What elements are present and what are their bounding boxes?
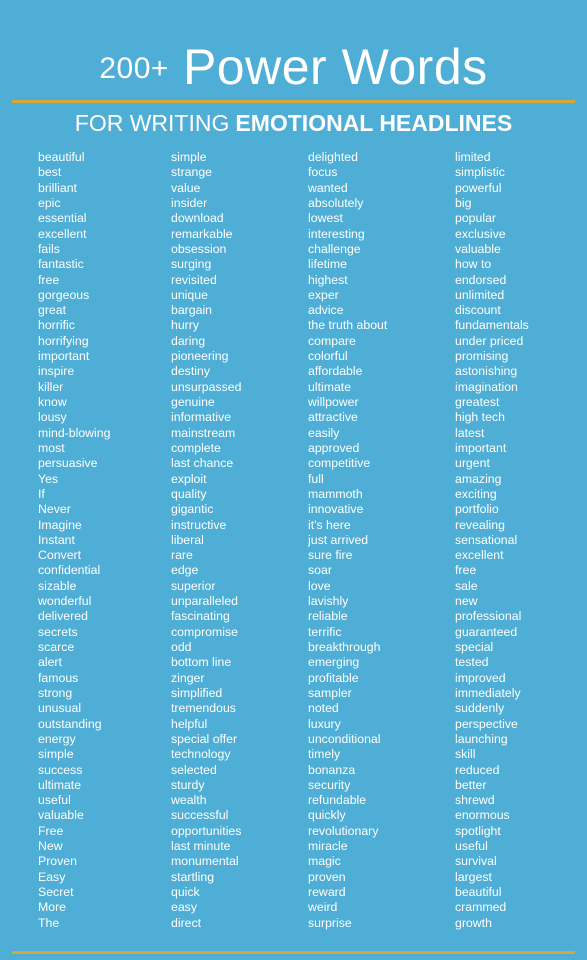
word-item: imagination xyxy=(455,379,518,394)
word-item: enormous xyxy=(455,808,510,823)
word-item: interesting xyxy=(308,226,365,241)
word-item: confidential xyxy=(38,563,101,578)
word-item: focus xyxy=(308,165,338,180)
word-item: secrets xyxy=(38,624,78,639)
word-item: competitive xyxy=(308,456,371,471)
word-item: sturdy xyxy=(171,777,205,792)
word-item: improved xyxy=(455,670,506,685)
word-item: mammoth xyxy=(308,486,363,501)
word-item: luxury xyxy=(308,716,341,731)
word-item: professional xyxy=(455,609,522,624)
word-item: wealth xyxy=(171,793,207,808)
word-item: horrifying xyxy=(38,333,89,348)
page-title xyxy=(0,38,587,96)
word-item: odd xyxy=(171,640,192,654)
word-item: revealing xyxy=(455,517,505,532)
word-item: attractive xyxy=(308,410,358,425)
word-item: unparalleled xyxy=(171,594,239,609)
word-item: affordable xyxy=(308,364,363,379)
word-item: important xyxy=(38,349,90,364)
word-item: amazing xyxy=(455,471,502,486)
word-item: profitable xyxy=(308,670,359,685)
word-item: ultimate xyxy=(308,379,352,394)
word-item: pioneering xyxy=(171,349,229,364)
word-item: Free xyxy=(38,823,64,838)
word-item: bargain xyxy=(171,303,213,318)
word-item: terrific xyxy=(308,624,342,639)
word-item: innovative xyxy=(308,502,364,517)
subtitle-regular: FOR WRITING xyxy=(74,110,230,136)
word-item: lifetime xyxy=(308,257,347,272)
word-item: zinger xyxy=(171,670,205,685)
word-item: sampler xyxy=(308,685,352,700)
word-item: success xyxy=(38,762,83,777)
word-item: outstanding xyxy=(38,716,102,731)
word-item: new xyxy=(455,594,478,609)
word-item: liberal xyxy=(171,532,204,547)
word-item: bottom line xyxy=(171,655,232,670)
word-item: just arrived xyxy=(308,532,369,547)
word-item: fascinating xyxy=(171,609,230,624)
word-item: helpful xyxy=(171,716,208,731)
word-item: proven xyxy=(308,869,346,884)
word-item: exper xyxy=(308,287,339,302)
word-item: inspire xyxy=(38,364,75,379)
word-item: strange xyxy=(171,165,213,180)
word-item: portfolio xyxy=(455,502,499,517)
word-item: fantastic xyxy=(38,257,84,272)
word-item: brilliant xyxy=(38,180,77,195)
word-item: astonishing xyxy=(455,364,518,379)
word-item: full xyxy=(308,471,324,486)
word-item: exploit xyxy=(171,471,207,486)
word-item: latest xyxy=(455,425,485,440)
word-item: willpower xyxy=(308,395,359,409)
word-item: simple xyxy=(38,747,74,762)
word-item: simplistic xyxy=(455,165,505,180)
word-item: simplified xyxy=(171,685,223,700)
word-item: fails xyxy=(38,241,60,256)
word-item: know xyxy=(38,395,67,409)
word-item: special xyxy=(455,640,494,654)
word-item: security xyxy=(308,777,351,792)
word-item: value xyxy=(171,180,201,195)
word-item: fundamentals xyxy=(455,318,529,333)
word-item: revisited xyxy=(171,272,217,287)
word-item: rare xyxy=(171,548,193,563)
word-item: informative xyxy=(171,410,232,425)
word-item: sizable xyxy=(38,578,77,593)
word-item: If xyxy=(38,486,45,501)
word-item: excellent xyxy=(38,226,87,241)
word-item: discount xyxy=(455,303,501,318)
word-item: compromise xyxy=(171,624,238,639)
word-item: refundable xyxy=(308,793,367,808)
word-item: daring xyxy=(171,333,206,348)
word-item: scarce xyxy=(38,640,75,654)
word-item: successful xyxy=(171,808,229,823)
word-item: useful xyxy=(38,793,71,808)
word-item: challenge xyxy=(308,241,361,256)
word-item: essential xyxy=(38,211,87,226)
word-item: soar xyxy=(308,563,332,578)
word-item: weird xyxy=(308,900,338,915)
word-item: surprise xyxy=(308,915,352,930)
word-item: valuable xyxy=(38,808,84,823)
word-item: edge xyxy=(171,563,199,578)
word-item: easy xyxy=(171,900,197,915)
word-item: exciting xyxy=(455,486,497,501)
word-item: valuable xyxy=(455,241,501,256)
word-item: delighted xyxy=(308,150,358,164)
word-item: mainstream xyxy=(171,425,236,440)
word-item: unsurpassed xyxy=(171,379,242,394)
word-item: beautiful xyxy=(455,885,502,899)
word-item: Secret xyxy=(38,885,74,899)
word-item: tested xyxy=(455,655,489,670)
word-item: magic xyxy=(308,854,341,869)
word-item: obsession xyxy=(171,241,227,256)
word-item: sure fire xyxy=(308,548,353,563)
word-item: most xyxy=(38,440,65,455)
word-item: tremendous xyxy=(171,701,236,716)
word-item: reward xyxy=(308,885,346,899)
word-item: the truth about xyxy=(308,318,388,333)
word-item: energy xyxy=(38,731,76,746)
word-item: hurry xyxy=(171,318,200,333)
word-item: guaranteed xyxy=(455,624,518,639)
word-item: startling xyxy=(171,869,215,884)
word-item: launching xyxy=(455,731,508,746)
word-item: Never xyxy=(38,502,71,517)
subtitle xyxy=(0,110,587,137)
word-item: promising xyxy=(455,349,509,364)
word-item: powerful xyxy=(455,180,502,195)
word-item: ultimate xyxy=(38,777,82,792)
word-item: free xyxy=(38,272,60,287)
word-item: under priced xyxy=(455,333,524,348)
word-item: strong xyxy=(38,685,73,700)
word-item: The xyxy=(38,915,60,930)
word-item: perspective xyxy=(455,716,518,731)
word-item: monumental xyxy=(171,854,239,869)
word-item: how to xyxy=(455,257,492,272)
word-item: Easy xyxy=(38,869,66,884)
word-item: lousy xyxy=(38,410,67,425)
word-item: special offer xyxy=(171,731,238,746)
word-item: download xyxy=(171,211,224,226)
word-item: lowest xyxy=(308,211,343,226)
word-item: unconditional xyxy=(308,731,381,746)
word-item: timely xyxy=(308,747,341,762)
word-item: important xyxy=(455,440,507,455)
word-item: approved xyxy=(308,440,360,455)
word-item: easily xyxy=(308,425,340,440)
word-item: it's here xyxy=(308,517,351,532)
word-item: epic xyxy=(38,195,61,210)
word-item: growth xyxy=(455,915,492,930)
word-item: Imagine xyxy=(38,517,82,532)
word-item: quick xyxy=(171,885,200,899)
word-item: better xyxy=(455,777,487,792)
word-item: remarkable xyxy=(171,226,233,241)
word-column-1 xyxy=(38,150,110,931)
word-item: spotlight xyxy=(455,823,501,838)
word-item: wonderful xyxy=(38,594,92,609)
word-item: simple xyxy=(171,150,207,164)
subtitle-bold: EMOTIONAL HEADLINES xyxy=(235,110,513,136)
word-item: colorful xyxy=(308,349,348,364)
word-column-3 xyxy=(308,150,387,931)
word-item: superior xyxy=(171,578,216,593)
word-item: shrewd xyxy=(455,793,495,808)
word-item: limited xyxy=(455,150,491,164)
word-item: beautiful xyxy=(38,150,85,164)
word-item: love xyxy=(308,578,331,593)
word-item: noted xyxy=(308,701,339,716)
word-item: Convert xyxy=(38,548,82,563)
word-column-4 xyxy=(455,150,529,931)
word-item: advice xyxy=(308,303,344,318)
word-item: useful xyxy=(455,839,488,854)
word-item: bonanza xyxy=(308,762,356,777)
word-item: alert xyxy=(38,655,62,670)
word-item: Proven xyxy=(38,854,77,869)
word-item: opportunities xyxy=(171,823,242,838)
word-item: technology xyxy=(171,747,231,762)
word-item: suddenly xyxy=(455,701,505,716)
word-item: popular xyxy=(455,211,497,226)
word-item: reliable xyxy=(308,609,348,624)
word-item: crammed xyxy=(455,900,507,915)
word-item: horrific xyxy=(38,318,75,333)
word-item: insider xyxy=(171,195,208,210)
word-item: quickly xyxy=(308,808,346,823)
word-item: breakthrough xyxy=(308,640,381,654)
word-item: instructive xyxy=(171,517,227,532)
word-item: miracle xyxy=(308,839,348,854)
word-item: greatest xyxy=(455,395,500,409)
word-item: quality xyxy=(171,486,207,501)
word-item: delivered xyxy=(38,609,88,624)
word-item: Yes xyxy=(38,471,59,486)
word-item: persuasive xyxy=(38,456,98,471)
word-item: largest xyxy=(455,869,492,884)
word-item: sale xyxy=(455,578,478,593)
word-item: unlimited xyxy=(455,287,505,302)
word-item: More xyxy=(38,900,67,915)
word-item: revolutionary xyxy=(308,823,379,838)
title-main: Power Words xyxy=(182,39,488,95)
word-item: gorgeous xyxy=(38,287,90,302)
word-item: endorsed xyxy=(455,272,507,287)
word-item: killer xyxy=(38,379,64,394)
word-item: unusual xyxy=(38,701,82,716)
word-item: free xyxy=(455,563,477,578)
word-item: wanted xyxy=(308,180,348,195)
title-count: 200+ xyxy=(99,52,169,85)
word-item: absolutely xyxy=(308,195,364,210)
word-item: mind-blowing xyxy=(38,425,111,440)
word-item: direct xyxy=(171,915,202,930)
word-item: complete xyxy=(171,440,221,455)
word-item: highest xyxy=(308,272,348,287)
word-item: lavishly xyxy=(308,594,349,609)
word-item: skill xyxy=(455,747,476,762)
word-item: immediately xyxy=(455,685,521,700)
word-item: exclusive xyxy=(455,226,506,241)
word-item: emerging xyxy=(308,655,360,670)
word-item: New xyxy=(38,839,63,854)
bottom-divider xyxy=(12,951,575,954)
word-item: last chance xyxy=(171,456,234,471)
word-item: great xyxy=(38,303,67,318)
word-item: big xyxy=(455,195,472,210)
word-item: best xyxy=(38,165,62,180)
word-item: last minute xyxy=(171,839,231,854)
word-item: compare xyxy=(308,333,356,348)
word-item: Instant xyxy=(38,532,75,547)
word-item: survival xyxy=(455,854,497,869)
word-item: excellent xyxy=(455,548,504,563)
word-item: unique xyxy=(171,287,208,302)
word-column-2 xyxy=(171,150,241,931)
word-item: selected xyxy=(171,762,217,777)
word-item: surging xyxy=(171,257,212,272)
word-item: famous xyxy=(38,670,79,685)
word-item: reduced xyxy=(455,762,500,777)
word-item: urgent xyxy=(455,456,490,471)
word-item: genuine xyxy=(171,395,215,409)
word-item: sensational xyxy=(455,532,518,547)
word-item: gigantic xyxy=(171,502,214,517)
top-divider xyxy=(12,100,575,103)
word-item: destiny xyxy=(171,364,210,379)
word-item: high tech xyxy=(455,410,505,425)
